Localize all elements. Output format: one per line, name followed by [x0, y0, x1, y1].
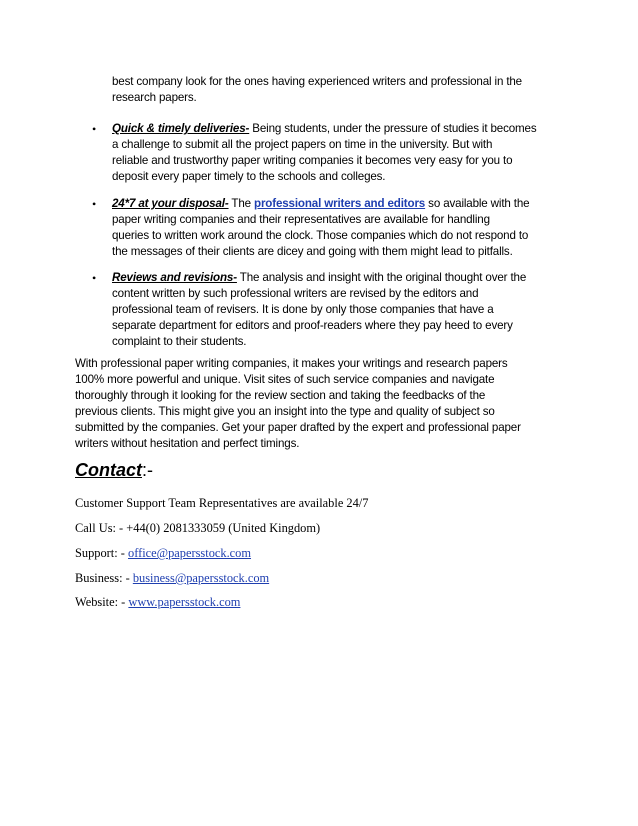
text-line: writers without hesitation and perfect timings. [75, 437, 300, 450]
support-label: Support: - [75, 546, 129, 560]
summary-paragraph [75, 356, 570, 452]
text-line: professional team of revisers. It is done by only those companies that have a [112, 303, 494, 316]
website-link[interactable]: www.papersstock.com [128, 595, 241, 609]
call-line [75, 520, 320, 536]
text-line: a challenge to submit all the project papers on time in the university. But with [112, 138, 493, 151]
text-line: submitted by the companies. Get your paper drafted by the expert and professional paper [75, 421, 521, 434]
text-span: so available with the [425, 197, 530, 210]
phone-number: +44(0) 2081333059 (United Kingdom) [126, 521, 321, 535]
text-span: The analysis and insight with the original thought over the [236, 271, 527, 284]
text-line [112, 121, 567, 137]
text-line: content written by such professional writers are revised by the editors and [112, 287, 479, 300]
text-line: research papers. [112, 91, 197, 104]
support-email-link[interactable]: office@papersstock.com [128, 546, 252, 560]
continuation-text [112, 74, 567, 106]
text-line [112, 270, 567, 286]
text-line: separate department for editors and proof-readers where they pay heed to every [112, 319, 513, 332]
bullet-dot: • [92, 197, 97, 211]
bullet-keyword: 24*7 at your disposal- [112, 197, 229, 210]
website-line [75, 594, 240, 610]
support-team-line: Customer Support Team Representatives are available 24/7 [75, 496, 369, 510]
business-label: Business: - [75, 571, 133, 585]
text-line: reliable and trustworthy paper writing companies it becomes very easy for you to [112, 154, 513, 167]
text-line: thoroughly through it looking for the review section and taking the feedbacks of the [75, 389, 486, 402]
bullet-keyword: Quick & timely deliveries- [112, 122, 250, 135]
bullet-dot: • [92, 122, 97, 136]
support-line [75, 545, 251, 561]
text-line: paper writing companies and their representatives are available for handling [112, 213, 490, 226]
text-span: Being students, under the pressure of studies it becomes [249, 122, 537, 135]
contact-title: Contact [75, 460, 142, 480]
bullet-24-7 [112, 196, 567, 260]
text-line: complaint to their students. [112, 335, 247, 348]
text-line: With professional paper writing companies, it makes your writings and research papers [75, 357, 508, 370]
contact-heading [75, 458, 153, 482]
bullet-reviews [112, 270, 567, 350]
text-line: deposit every paper timely to the schools and colleges. [112, 170, 386, 183]
text-line: 100% more powerful and unique. Visit sites of such service companies and navigate [75, 373, 495, 386]
bullet-keyword: Reviews and revisions- [112, 271, 237, 284]
text-line: queries to written work around the clock. Those companies which do not respond to [112, 229, 529, 242]
business-line [75, 570, 269, 586]
professional-writers-link[interactable]: professional writers and editors [254, 197, 426, 210]
call-label: Call Us: - [75, 521, 127, 535]
text-line: the messages of their clients are dicey and going with them might lead to pitfalls. [112, 245, 513, 258]
business-email-link[interactable]: business@papersstock.com [132, 571, 270, 585]
bullet-dot: • [92, 271, 97, 285]
contact-suffix: :- [142, 460, 153, 480]
bullet-quick-delivery [112, 121, 567, 185]
website-label: Website: - [75, 595, 129, 609]
text-line: best company look for the ones having experienced writers and professional in the [112, 75, 522, 88]
text-span: The [228, 197, 255, 210]
text-line [112, 196, 567, 212]
text-line: previous clients. This might give you an insight into the type and quality of subject so [75, 405, 495, 418]
